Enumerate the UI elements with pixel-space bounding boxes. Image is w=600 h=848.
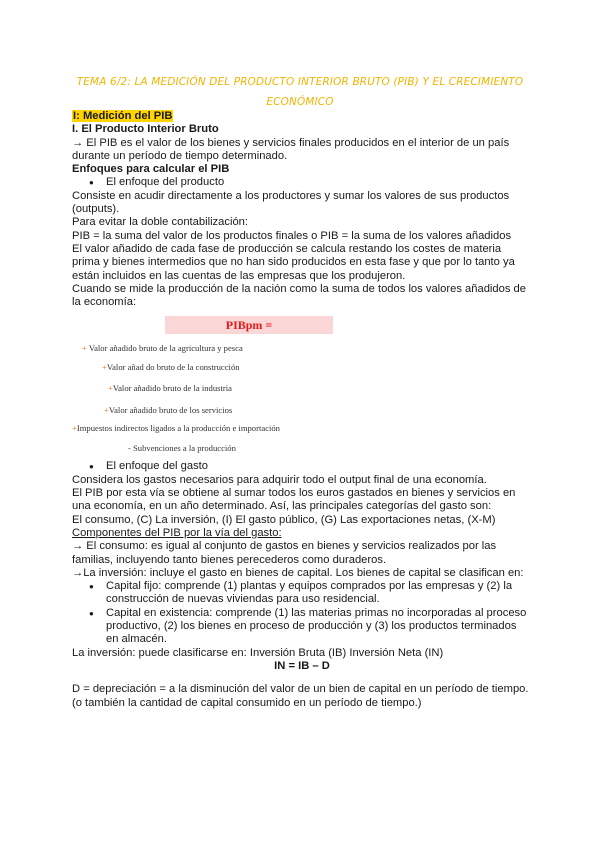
- producto-text-6: prima y bienes intermedios que no han sido producidos en esta fase y que por lo tanto ya: [72, 256, 515, 269]
- enfoques-heading: Enfoques para calcular el PIB: [72, 163, 230, 176]
- bullet-capital-fijo: ● Capital fijo: comprende (1) plantas y equipos comprados por las empresas y (2) la: [72, 580, 532, 593]
- producto-text-1: Consiste en acudir directamente a los productores y sumar los valores de sus productos: [72, 189, 510, 202]
- depreciacion-line-1: D = depreciación = a la disminución del valor de un bien de capital en un período de tiempo.: [72, 683, 529, 696]
- inversion-clasificacion: La inversión: puede clasificarse en: Inversión Bruta (IB) Inversión Neta (IN): [72, 646, 444, 659]
- formula-text-3: Valor añadido bruto de la industria: [112, 383, 232, 394]
- gasto-text-3: una economía, en un año determinado. Así, las principales categorías del gasto son:: [72, 500, 492, 513]
- producto-text-9: la economía:: [72, 296, 137, 309]
- formula-line-subvenciones: [128, 442, 236, 455]
- formula-op-6: -: [128, 443, 131, 454]
- page-title: TEMA 6/2: LA MEDICIÓN DEL PRODUCTO INTERIOR BRUTO (PIB) Y EL CRECIMIENTO ECONÓMICO: [76, 76, 524, 108]
- formula-text-4: Valor añadido bruto de los servicios: [108, 405, 233, 416]
- gasto-text-2: El PIB por esta vía se obtiene al sumar todos los euros gastados en bienes y servicios en: [72, 487, 516, 500]
- bullet-enfoque-producto: ● El enfoque del producto: [72, 176, 532, 189]
- formula-text-5: Impuestos indirectos ligados a la producción e importación: [76, 423, 280, 434]
- formula-op-1: +: [82, 343, 87, 354]
- gasto-text-1: Considera los gastos necesarios para adquirir todo el output final de una economía.: [72, 473, 487, 486]
- componentes-heading: Componentes del PIB por la vía del gasto:: [72, 526, 282, 539]
- formula-text-6: Subvenciones a la producción: [130, 443, 236, 454]
- definition-line-1: → El PIB es el valor de los bienes y servicios finales producidos en el interior de un país: [72, 136, 510, 149]
- inversion-line: →La inversión: incluye el gasto en bienes de capital. Los bienes de capital se clasifican en:: [72, 566, 524, 579]
- consumo-line-2: familias, incluyendo tanto bienes perecederos como duraderos.: [72, 553, 387, 566]
- bullet-enfoque-gasto: ● El enfoque del gasto: [72, 460, 532, 473]
- pibpm-formula-header: PIBpm =: [165, 316, 333, 334]
- producto-text-4: PIB = la suma del valor de los productos finales o PIB = la suma de los valores añadidos: [72, 229, 512, 242]
- producto-text-2: (outputs).: [72, 203, 120, 216]
- inversion-neta-equation: IN = IB – D: [274, 659, 330, 672]
- producto-text-3: Para evitar la doble contabilización:: [72, 216, 248, 229]
- gasto-text-4: El consumo, (C) La inversión, (I) El gasto público, (G) Las exportaciones netas, (X-M): [72, 513, 496, 526]
- bullet-capital-existencia: ● Capital en existencia: comprende (1) las materias primas no incorporadas al proceso: [72, 607, 532, 620]
- formula-line-agricultura: [82, 342, 243, 355]
- formula-op-4: +: [104, 405, 109, 416]
- pibpm-formula-image: [72, 336, 532, 456]
- formula-text-2: Valor añad do bruto de la construcción: [106, 362, 240, 373]
- formula-line-servicios: [104, 404, 232, 417]
- producto-text-8: Cuando se mide la producción de la nación como la suma de todos los valores añadidos de: [72, 282, 526, 295]
- formula-line-construccion: [102, 361, 240, 374]
- formula-op-3: +: [108, 383, 113, 394]
- formula-text-1: Valor añadido bruto de la agricultura y pesca: [86, 343, 243, 354]
- capital-existencia-line-3: en almacén.: [106, 633, 167, 646]
- formula-line-industria: [108, 382, 232, 395]
- section-heading: [72, 110, 532, 123]
- capital-fijo-line-2: construcción de nuevas viviendas para uso residencial.: [106, 593, 380, 606]
- consumo-line-1: → El consumo: es igual al conjunto de gastos en bienes y servicios realizados por las: [72, 540, 497, 553]
- definition-line-2: durante un período de tiempo determinado.: [72, 149, 288, 162]
- spacer: [72, 673, 532, 683]
- section-heading-text: I: Medición del PIB: [73, 110, 173, 122]
- depreciacion-line-2: (o también la cantidad de capital consumido en un período de tiempo.): [72, 696, 422, 709]
- subsection-heading: I. El Producto Interior Bruto: [72, 123, 219, 136]
- formula-line-impuestos: [72, 422, 280, 435]
- document-body: [72, 110, 532, 710]
- formula-op-2: +: [102, 362, 107, 373]
- producto-text-7: están incluidos en las cuentas de las empresas que los produjeron.: [72, 269, 406, 282]
- producto-text-5: El valor añadido de cada fase de producción se calcula restando los costes de materia: [72, 242, 502, 255]
- formula-op-5: +: [72, 423, 77, 434]
- capital-existencia-line-2: productivo, (2) los bienes en proceso de producción y (3) los productos terminados: [106, 620, 517, 633]
